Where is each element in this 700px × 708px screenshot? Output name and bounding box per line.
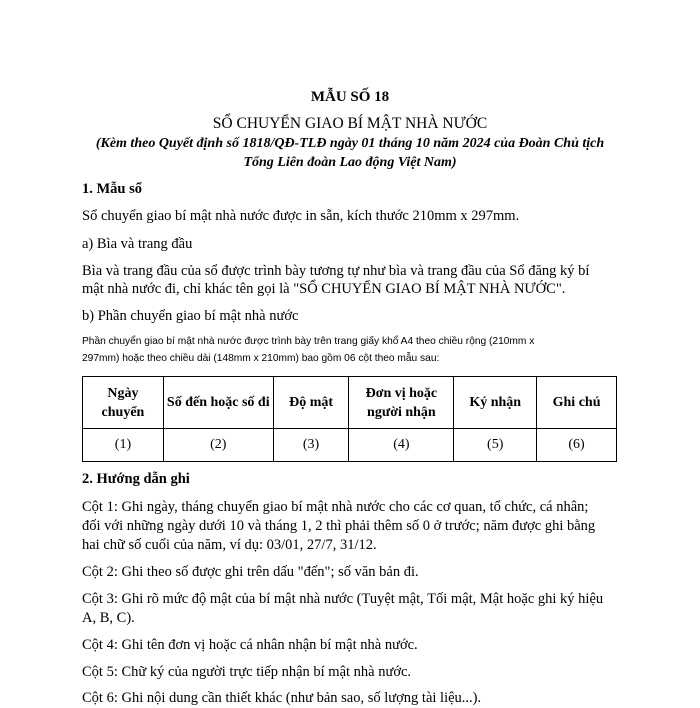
table-header-cell: Độ mật xyxy=(273,377,349,429)
section2-col3-line1: Cột 3: Ghi rõ mức độ mật của bí mật nhà nước (Tuyệt mật, Tối mật, Mật hoặc ghi ký hiệu xyxy=(82,591,604,607)
section1-para-b-line2: 297mm) hoặc theo chiều dài (148mm x 210mm) bao gồm 06 cột theo mẫu sau: xyxy=(82,353,440,364)
table-cell: (3) xyxy=(273,429,349,462)
section2-col1-line3: hai chữ số cuối của năm, ví dụ: 03/01, 27/7, 31/12. xyxy=(82,537,377,553)
section1-heading: 1. Mẫu sổ xyxy=(82,181,143,197)
table-cell: (4) xyxy=(349,429,454,462)
section2-heading: 2. Hướng dẫn ghi xyxy=(82,471,190,487)
section2-col6: Cột 6: Ghi nội dung cần thiết khác (như bản sao, số lượng tài liệu...). xyxy=(82,690,482,706)
table-header-row xyxy=(83,377,617,429)
ledger-table xyxy=(82,376,617,462)
section1-paragraph: Sổ chuyển giao bí mật nhà nước được in sẵn, kích thước 210mm x 297mm. xyxy=(82,208,520,224)
document-subtitle-line2: Tổng Liên đoàn Lao động Việt Nam) xyxy=(243,155,457,170)
table-cell: (6) xyxy=(537,429,617,462)
table-cell: (5) xyxy=(454,429,537,462)
table-cell: (1) xyxy=(83,429,164,462)
section1-para-a-line1: Bìa và trang đầu của sổ được trình bày tương tự như bìa và trang đầu của Sổ đăng ký bí xyxy=(82,263,590,279)
section2-col1-line1: Cột 1: Ghi ngày, tháng chuyển giao bí mật nhà nước cho các cơ quan, tổ chức, cá nhân; xyxy=(82,499,589,515)
section2-col2: Cột 2: Ghi theo số được ghi trên dấu "đến"; số văn bản đi. xyxy=(82,564,419,580)
section1-sub-b: b) Phần chuyển giao bí mật nhà nước xyxy=(82,308,299,324)
document-title: SỔ CHUYỂN GIAO BÍ MẬT NHÀ NƯỚC xyxy=(212,115,488,132)
section1-sub-a: a) Bìa và trang đầu xyxy=(82,236,193,252)
section2-col4: Cột 4: Ghi tên đơn vị hoặc cá nhân nhận bí mật nhà nước. xyxy=(82,637,418,653)
table-header-cell: Số đến hoặc số đi xyxy=(163,377,273,429)
section1-para-b-line1: Phần chuyển giao bí mật nhà nước được trình bày trên trang giấy khổ A4 theo chiều rộng (210mm x xyxy=(82,336,535,347)
form-number: MẪU SỐ 18 xyxy=(310,89,390,105)
table-cell: (2) xyxy=(163,429,273,462)
table-row xyxy=(83,429,617,462)
table-header-cell: Ngày chuyển xyxy=(83,377,164,429)
section2-col5: Cột 5: Chữ ký của người trực tiếp nhận bí mật nhà nước. xyxy=(82,664,412,680)
table-header-cell: Đơn vị hoặc người nhận xyxy=(349,377,454,429)
section2-col1-line2: đối với những ngày dưới 10 và tháng 1, 2 thì phải thêm số 0 ở trước; năm được ghi bằng xyxy=(82,518,596,534)
table-header-cell: Ký nhận xyxy=(454,377,537,429)
table-header-cell: Ghi chú xyxy=(537,377,617,429)
section2-col3-line2: A, B, C). xyxy=(82,610,135,626)
section1-para-a-line2: mật nhà nước đi, chỉ khác tên gọi là "SỔ CHUYỂN GIAO BÍ MẬT NHÀ NƯỚC". xyxy=(82,281,566,297)
document-subtitle-line1: (Kèm theo Quyết định số 1818/QĐ-TLĐ ngày 01 tháng 10 năm 2024 của Đoàn Chủ tịch xyxy=(95,136,605,151)
